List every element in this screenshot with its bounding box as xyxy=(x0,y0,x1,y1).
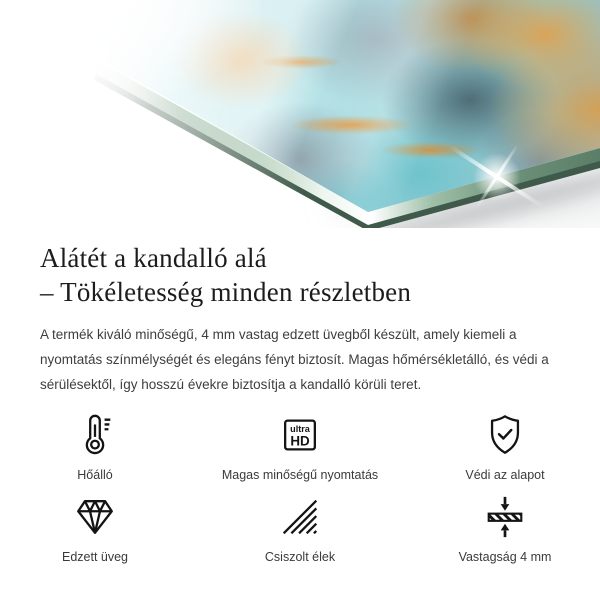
feature-grid xyxy=(30,412,570,564)
product-description-text: A termék kiváló minőségű, 4 mm vastag edzett üvegből készült, amely kiemeli a nyomtatás színmélységét és elegáns fényt biztosít. Magas hőmérsékletálló, és védi a sérülésektől, így hosszú évekre biztosítja a kandalló körüli teret. xyxy=(40,327,549,392)
page-title-line2: – Tökéletesség minden részletben xyxy=(40,277,412,307)
thermometer-icon xyxy=(72,412,118,458)
svg-text:ultra: ultra xyxy=(290,424,310,435)
svg-text:HD: HD xyxy=(290,433,310,449)
ultra-hd-icon xyxy=(277,412,323,458)
product-description-section xyxy=(0,241,600,564)
product-hero-image xyxy=(0,0,600,228)
feature-tempered-glass xyxy=(62,494,128,564)
shield-check-icon xyxy=(482,412,528,458)
page-title xyxy=(40,241,560,309)
polished-edges-icon xyxy=(277,494,323,540)
feature-label: Edzett üveg xyxy=(61,550,128,564)
feature-label: Védi az alapot xyxy=(465,468,545,482)
feature-label: Vastagság 4 mm xyxy=(458,550,552,564)
feature-label: Hőálló xyxy=(77,468,113,482)
diamond-icon xyxy=(72,494,118,540)
image-fade-overlay xyxy=(0,0,260,120)
feature-polished-edges xyxy=(265,494,335,564)
feature-protects-base xyxy=(465,412,544,482)
feature-print-quality xyxy=(222,412,378,482)
page-title-line1: Alátét a kandalló alá xyxy=(40,243,267,273)
thickness-4mm-icon xyxy=(482,494,528,540)
feature-label: Csiszolt élek xyxy=(264,550,336,564)
feature-thickness xyxy=(459,494,552,564)
feature-heat-resistant xyxy=(72,412,118,482)
feature-label: Magas minőségű nyomtatás xyxy=(221,468,379,482)
